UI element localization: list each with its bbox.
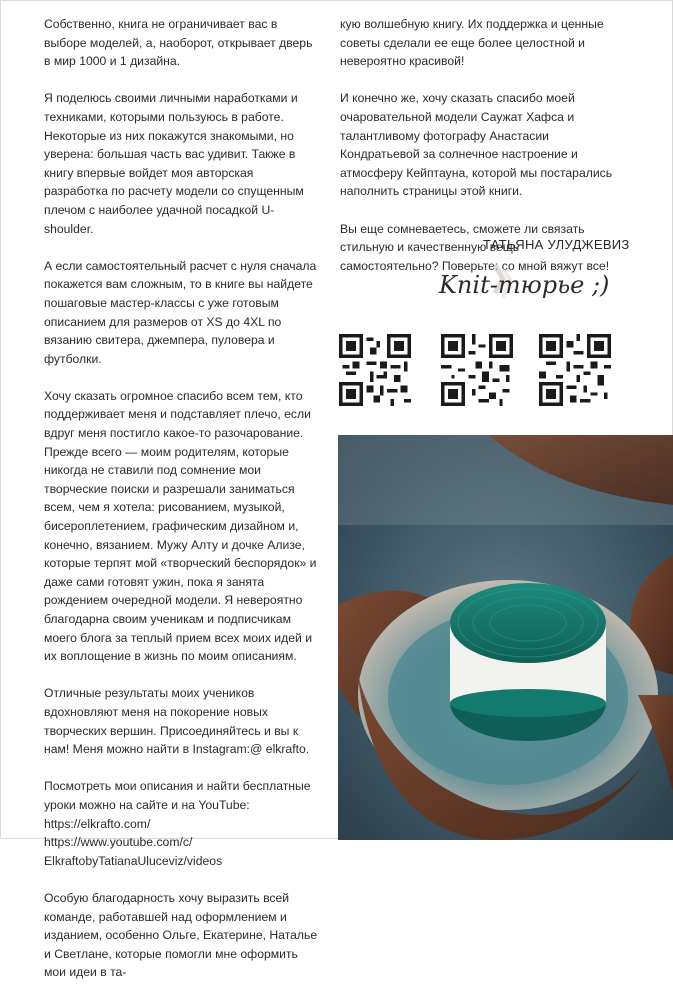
paragraph: Хочу сказать огромное спасибо всем тем, кто поддерживает меня и подставляет плечо, если вдруг меня постигло какое-то разочарование. Прежде всего — моим родителям, которые никогда не ставили под сомнение мои творческие поиски и разрешали заниматься всем, чем я хотела: рисованием, музыкой, бисероплетением, графическим дизайном и, конечно, вязанием. Мужу Алту и дочке Ализе, которые терпят мой «творческий беспорядок» и даже сами готовят ужин, пока я занята рождением очередной модели. Я невероятно благодарна своим ученикам и подписчикам моего блога за теплый прием всех моих идей и их воплощение в жизнь по моим описаниям. — [44, 388, 317, 664]
paragraph: И конечно же, хочу сказать спасибо моей очаровательной модели Саужат Хафса и талантливому фотографу Анастасии Кондратьевой за солнечное настроение и атмосферу Кейптауна, которой мы постарались наполнить страницы этой книги. — [340, 91, 613, 199]
qr-code-2[interactable] — [441, 334, 513, 406]
paragraph: кую волшебную книгу. Их поддержка и ценные советы сделали ее еще более целостной и невероятно красивой! — [340, 17, 604, 69]
paragraph: Вы еще сомневаетесь, сможете ли связать стильную и качественную вещь самостоятельно? Поверьте: со мной вяжут все! — [340, 221, 610, 273]
left-text-column — [44, 15, 319, 1000]
links-paragraph: Посмотреть мои описания и найти бесплатные уроки можно на сайте и на YouTube: https://elkrafto.com/ https://www.youtube.com/c/ ElkraftobyTatianaUluceviz/videos — [44, 779, 311, 868]
paragraph: Собственно, книга не ограничивает вас в выборе моделей, а, наоборот, открывает дверь в мир 1000 и 1 дизайна. — [44, 17, 313, 69]
paragraph: Я поделюсь своими личными наработками и техниками, которыми пользуюсь в работе. Некоторые из них покажутся знакомыми, но уверена: большая часть вас удивит. Также в книгу впервые войдет моя авторская разработка по расчету модели со спущенным плечом с наиболее удачной посадкой U-shoulder. — [44, 91, 304, 236]
signature-logo — [437, 259, 627, 309]
signature-text: Knit-тюрье ;) — [439, 271, 610, 299]
qr-code-1[interactable] — [339, 334, 411, 406]
paragraph: Отличные результаты моих учеников вдохновляют меня на покорение новых творческих вершин. Присоединяйтесь и вы к нам! Меня можно найти в Instagram:@ elkrafto. — [44, 686, 310, 757]
qr-code-3[interactable] — [539, 334, 611, 406]
paragraph: А если самостоятельный расчет с нуля сначала покажется вам сложным, то в книге вы найдете пошаговые мастер-классы с уже готовым описанием для размеров от XS до 4XL по вязанию свитера, джемпера, пуловера и футболки. — [44, 258, 317, 366]
paragraph: Особую благодарность хочу выразить всей команде, работавшей над оформлением и изданием, особенно Ольге, Екатерине, Наталье и Светлане, которые помогли мне оформить мои идеи в та- — [44, 890, 318, 980]
right-text-column — [340, 15, 615, 294]
author-name: ТАТЬЯНА УЛУДЖЕВИЗ — [483, 237, 630, 252]
yarn-shell-photo — [338, 435, 673, 840]
